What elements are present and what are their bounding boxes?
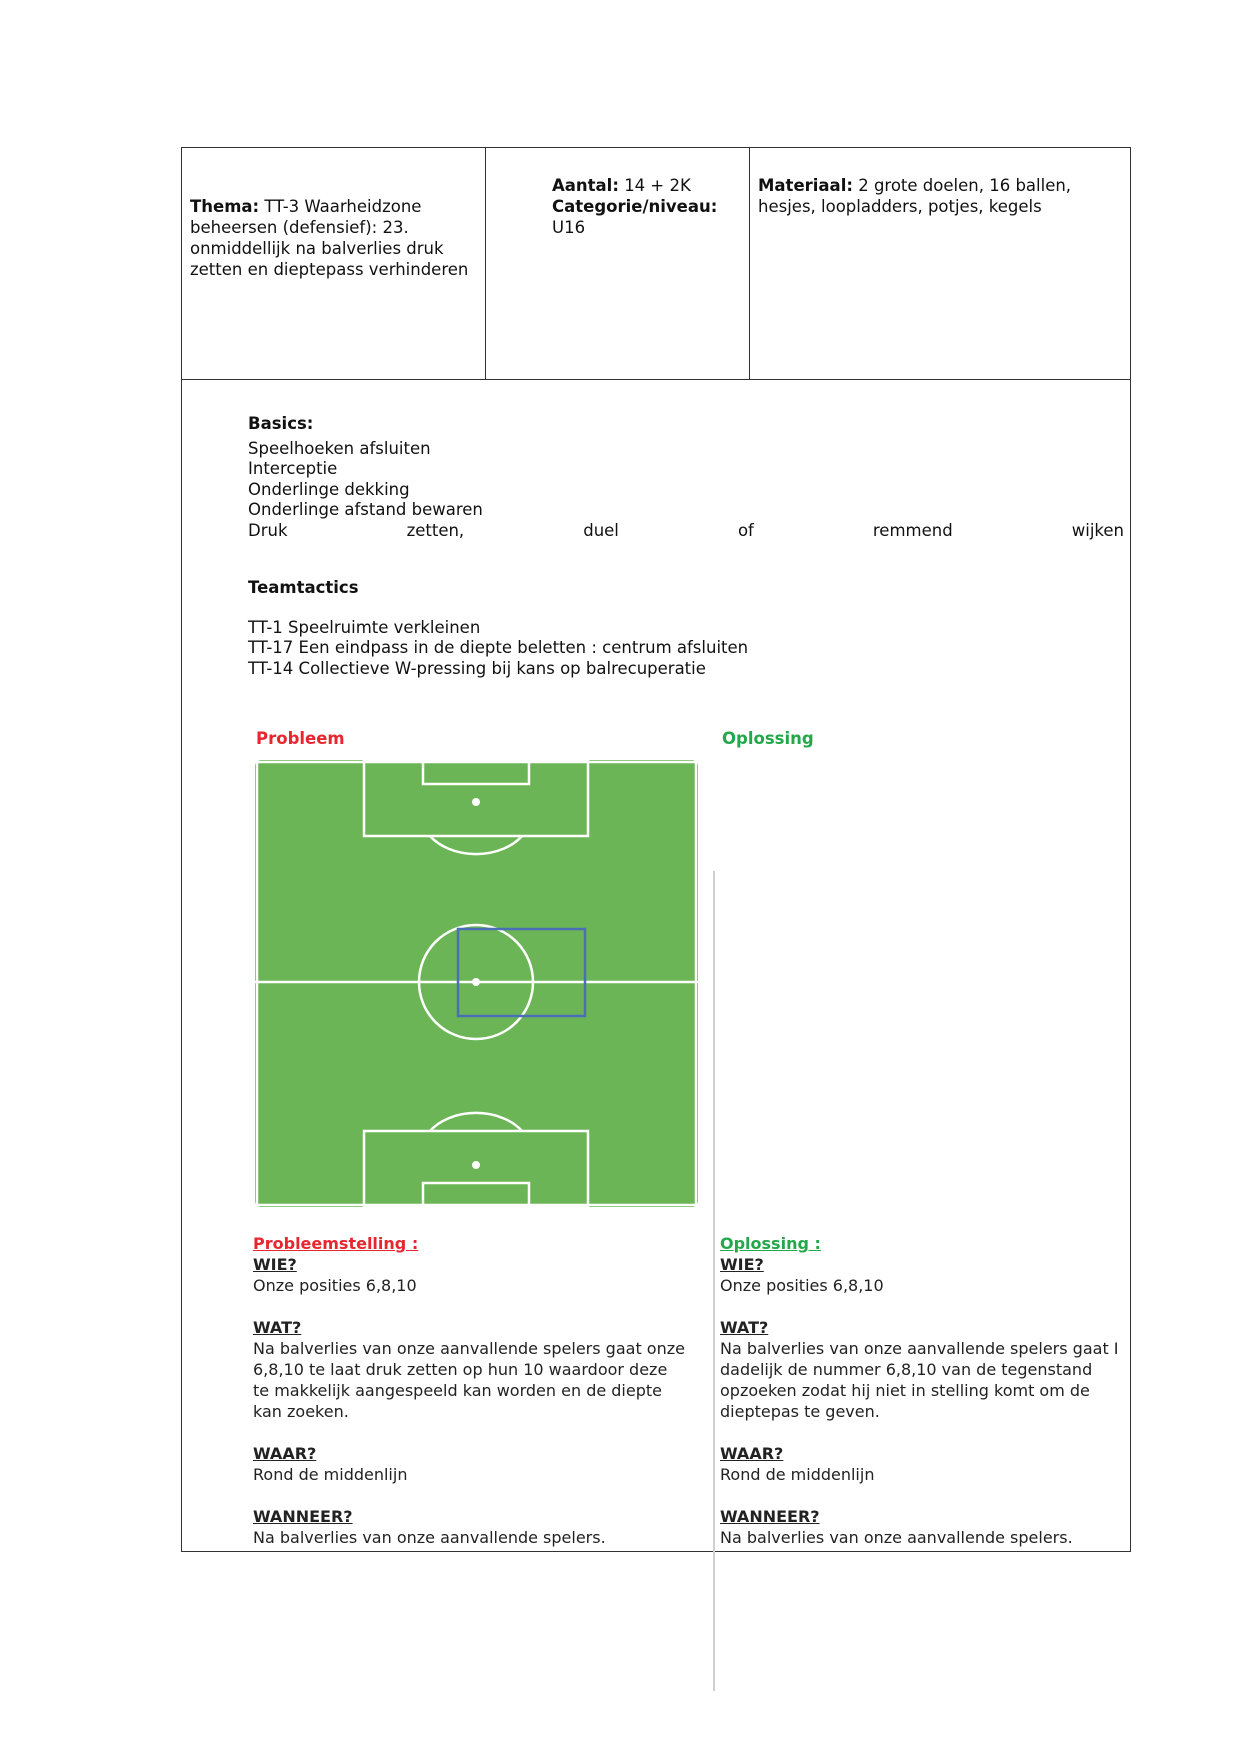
column-divider	[713, 871, 715, 1691]
basics-item: Onderlinge dekking	[248, 479, 410, 499]
word: duel	[583, 520, 619, 540]
solution-heading: Oplossing :	[720, 1234, 821, 1253]
problem-heading: Probleemstelling :	[253, 1234, 419, 1253]
solution-title: Oplossing	[722, 729, 814, 748]
wat-line: te makkelijk aangespeeld kan worden en de diepte	[253, 1381, 662, 1400]
wanneer-text: Na balverlies van onze aanvallende spelers.	[720, 1528, 1073, 1547]
basics-item: Interceptie	[248, 459, 338, 478]
wie-text: Onze posities 6,8,10	[720, 1276, 884, 1295]
thema-text: TT-3 Waarheidzone beheersen (defensief): 23. onmiddellijk na balverlies druk zetten en dieptepass verhinderen	[190, 197, 469, 279]
wat-line: opzoeken zodat hij niet in stelling komt om de	[720, 1381, 1090, 1400]
wat-line: dadelijk de nummer 6,8,10 van de tegenstand	[720, 1360, 1093, 1379]
thema-cell	[182, 148, 486, 379]
basics-title: Basics:	[248, 414, 314, 433]
materiaal-cell	[750, 148, 1130, 379]
aantal-label: Aantal:	[552, 176, 619, 195]
aantal-cell	[486, 148, 750, 379]
waar-label: WAAR?	[253, 1444, 317, 1463]
center-spot	[472, 978, 480, 986]
solution-pitch-diagram	[721, 760, 1127, 1207]
wie-label: WIE?	[720, 1255, 764, 1274]
basics-item: Speelhoeken afsluiten	[248, 438, 431, 458]
wat-line: 6,8,10 te laat druk zetten op hun 10 waardoor deze	[253, 1360, 668, 1379]
word: zetten,	[406, 520, 465, 540]
problem-notes	[253, 1233, 698, 1548]
word: of	[737, 520, 754, 540]
teamtactics-title: Teamtactics	[248, 578, 359, 597]
wat-label: WAT?	[253, 1318, 302, 1337]
aantal-value: 14 + 2K	[624, 176, 691, 195]
wanneer-label: WANNEER?	[720, 1507, 820, 1526]
teamtactics-item: TT-14 Collectieve W-pressing bij kans op balrecuperatie	[248, 658, 706, 678]
word: wijken	[1071, 520, 1124, 540]
wanneer-label: WANNEER?	[253, 1507, 353, 1526]
solution-pitch	[721, 760, 1127, 1207]
wanneer-text: Na balverlies van onze aanvallende spelers.	[253, 1528, 606, 1547]
wie-text: Onze posities 6,8,10	[253, 1276, 417, 1295]
wat-line: dieptepas te geven.	[720, 1402, 880, 1421]
wat-line: Na balverlies van onze aanvallende spelers gaat I	[720, 1339, 1119, 1358]
word: Druk	[248, 520, 288, 540]
thema-label: Thema:	[190, 197, 260, 216]
basics-item: Onderlinge afstand bewaren	[248, 500, 483, 519]
materiaal-label: Materiaal:	[758, 176, 853, 195]
waar-text: Rond de middenlijn	[253, 1465, 408, 1484]
wat-line: Na balverlies van onze aanvallende spelers gaat onze	[253, 1339, 685, 1358]
basics-justified-line	[248, 521, 1124, 542]
teamtactics-section	[248, 578, 748, 679]
wat-label: WAT?	[720, 1318, 769, 1337]
header-table	[182, 148, 1130, 380]
waar-text: Rond de middenlijn	[720, 1465, 875, 1484]
word: remmend	[872, 520, 953, 540]
teamtactics-item: TT-17 Een eindpass in de diepte beletten : centrum afsluiten	[248, 638, 749, 657]
waar-label: WAAR?	[720, 1444, 784, 1463]
problem-title: Probleem	[256, 729, 345, 748]
penalty-spot-top	[472, 798, 480, 806]
penalty-spot-bottom	[472, 1161, 480, 1169]
wie-label: WIE?	[253, 1255, 297, 1274]
materiaal-text: 2 grote doelen, 16 ballen, hesjes, loopladders, potjes, kegels	[758, 176, 1072, 216]
problem-pitch-diagram	[255, 760, 698, 1207]
teamtactics-item: TT-1 Speelruimte verkleinen	[248, 617, 481, 637]
problem-pitch	[255, 760, 698, 1207]
wat-line: kan zoeken.	[253, 1402, 349, 1421]
categorie-label: Categorie/niveau:	[552, 197, 718, 216]
categorie-value: U16	[552, 218, 586, 237]
solution-notes	[720, 1233, 1126, 1548]
basics-section	[248, 414, 1124, 541]
